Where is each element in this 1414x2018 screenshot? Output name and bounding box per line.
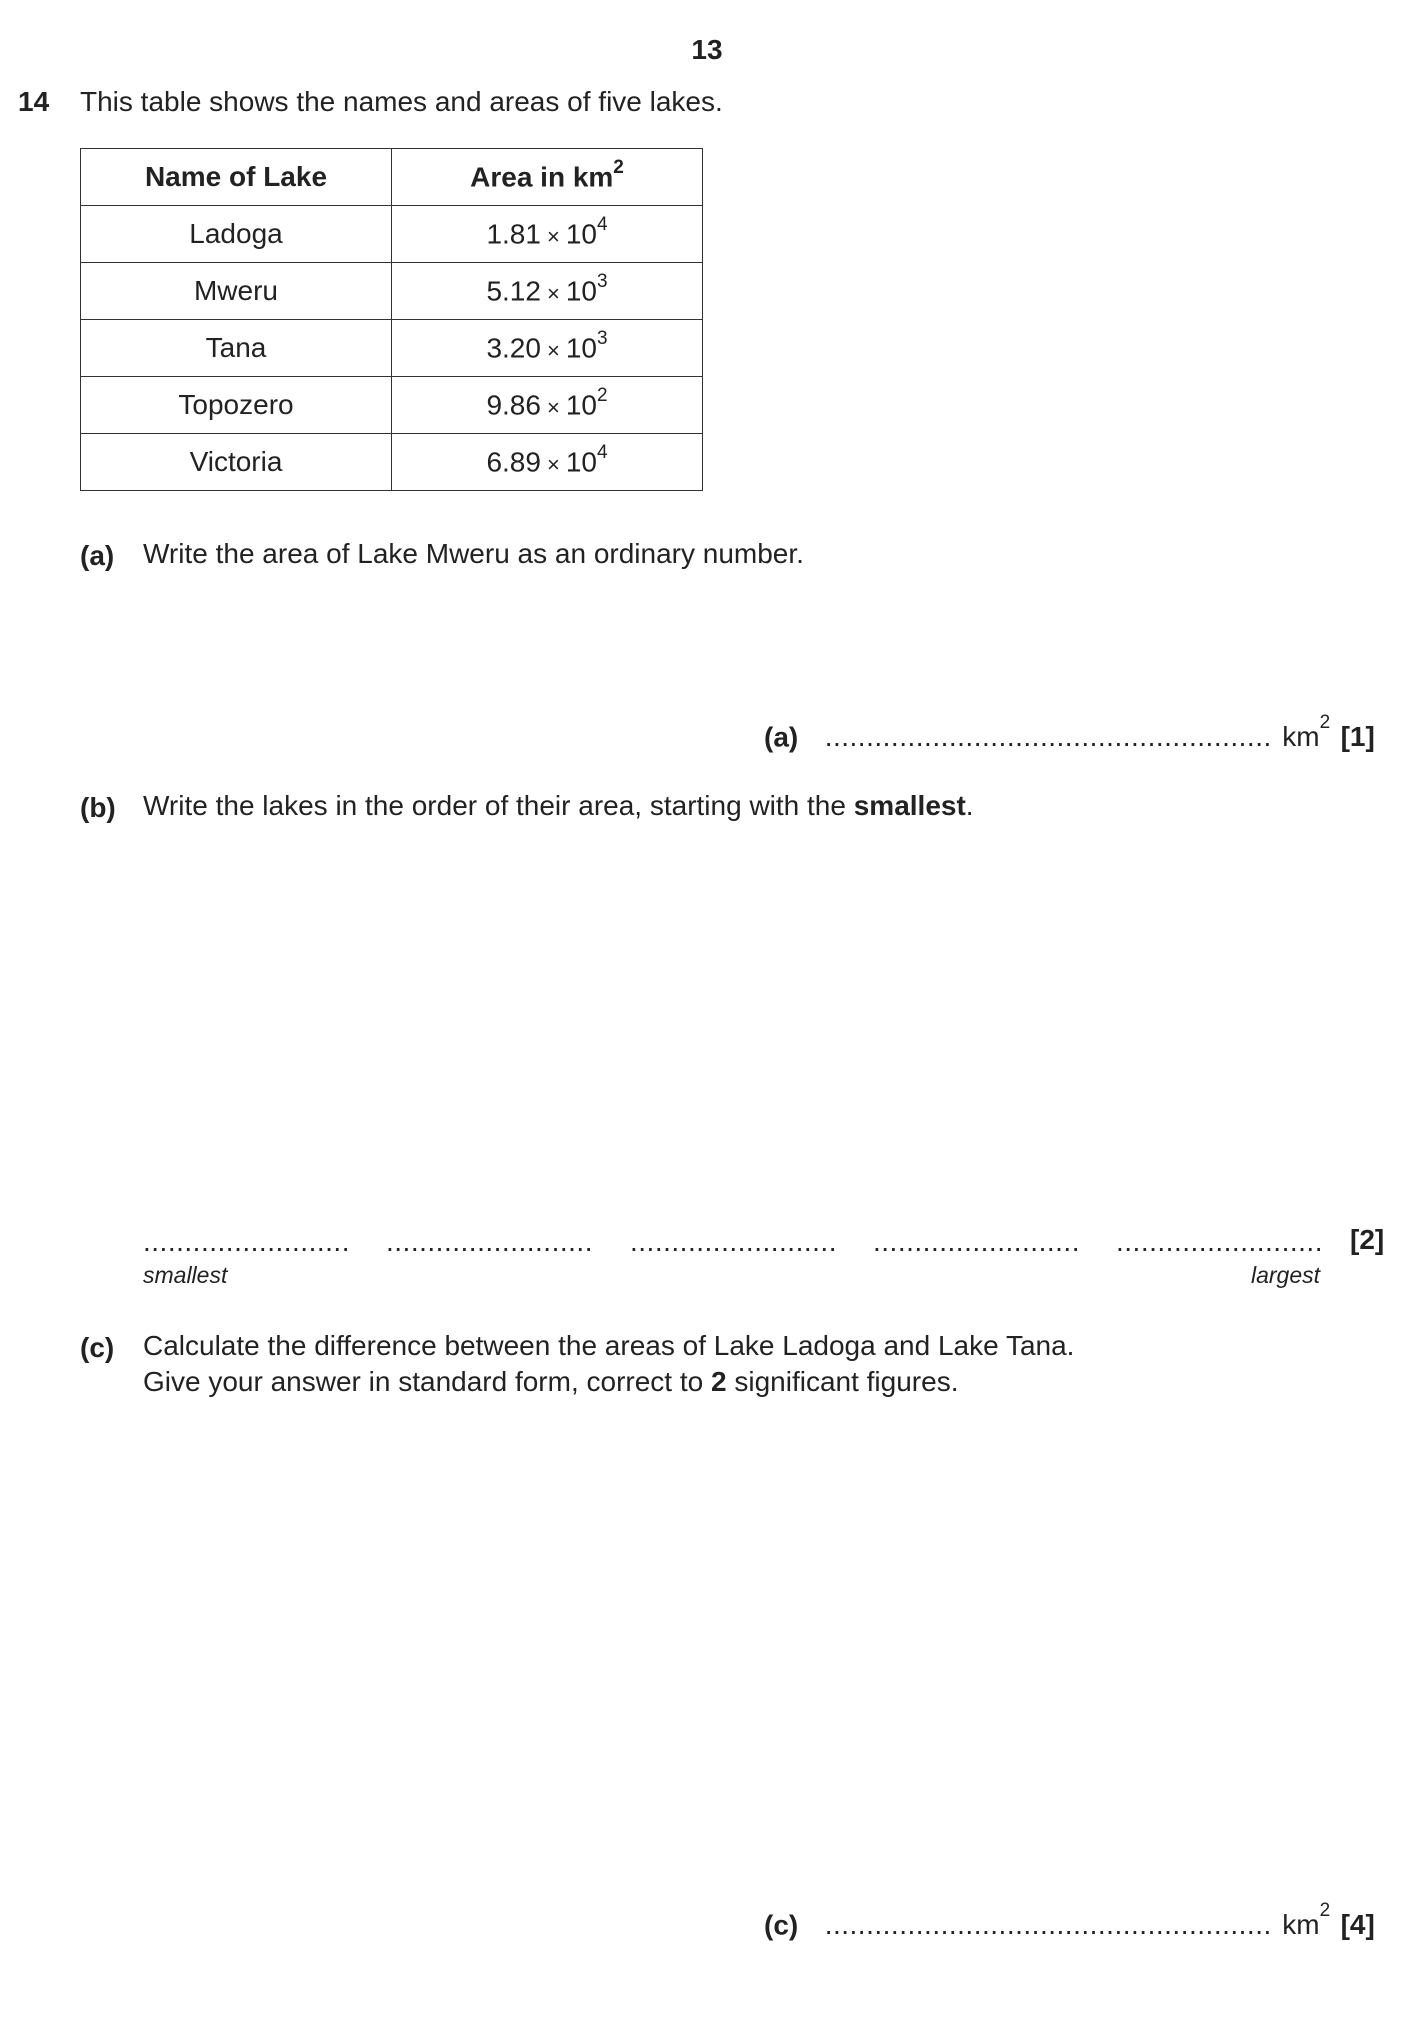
part-c-line-2: Give your answer in standard form, correct to 2 significant figures. xyxy=(143,1366,959,1397)
lake-name: Tana xyxy=(81,320,392,377)
table-header-row xyxy=(81,149,703,206)
part-c-label: (c) xyxy=(80,1332,115,1363)
table-row xyxy=(81,263,703,320)
part-a-label: (a) xyxy=(80,540,115,571)
lake-area: $3.20 \times 10^3$ xyxy=(392,320,703,377)
lake-name: Ladoga xyxy=(81,206,392,263)
part-a-unit: $km^2$ xyxy=(1282,712,1331,753)
part-c-line-1: Calculate the difference between the areas of Lake Ladoga and Lake Tana. xyxy=(143,1330,1075,1361)
lake-name: Victoria xyxy=(81,434,392,491)
lake-area: $9.86 \times 10^2$ xyxy=(392,377,703,434)
part-c-answer-label: (c) xyxy=(764,1909,799,1941)
part-c-answer-line xyxy=(764,1900,1375,1941)
lake-name: Topozero xyxy=(81,377,392,434)
lake-area: $6.89 \times 10^4$ xyxy=(392,434,703,491)
part-a-marks: [1] xyxy=(1340,721,1375,753)
table-row xyxy=(81,434,703,491)
largest-label: largest xyxy=(1251,1262,1321,1288)
table-row xyxy=(81,320,703,377)
page-number: 13 xyxy=(691,34,723,65)
order-slot-2[interactable]: ......................... xyxy=(386,1226,593,1257)
header-area: Area in $km^2$ xyxy=(392,149,703,206)
part-a-answer-dots[interactable]: ...................................................... xyxy=(824,721,1272,753)
smallest-label: smallest xyxy=(143,1262,228,1288)
order-slot-3[interactable]: ......................... xyxy=(630,1226,837,1257)
part-a-answer-label: (a) xyxy=(764,721,799,753)
part-a-answer-line xyxy=(764,712,1375,753)
part-b-text: Write the lakes in the order of their area, starting with the smallest. xyxy=(143,790,974,821)
question-intro: This table shows the names and areas of five lakes. xyxy=(80,86,723,117)
order-slot-1[interactable]: ......................... xyxy=(143,1226,350,1257)
order-slot-5[interactable]: ......................... xyxy=(1116,1226,1323,1257)
part-c-text xyxy=(143,1328,1074,1400)
part-b-label: (b) xyxy=(80,792,116,823)
part-a-text: Write the area of Lake Mweru as an ordinary number. xyxy=(143,538,804,569)
lake-area: $1.81 \times 10^4$ xyxy=(392,206,703,263)
part-c-marks: [4] xyxy=(1340,1909,1375,1941)
part-b-marks: [2] xyxy=(1350,1224,1385,1255)
lakes-table xyxy=(80,148,703,491)
part-c-answer-dots[interactable]: ...................................................... xyxy=(824,1909,1272,1941)
header-name: Name of Lake xyxy=(81,149,392,206)
lake-name: Mweru xyxy=(81,263,392,320)
table-row xyxy=(81,377,703,434)
table-row xyxy=(81,206,703,263)
lake-area: $5.12 \times 10^3$ xyxy=(392,263,703,320)
question-number: 14 xyxy=(18,86,50,117)
part-c-unit: $km^2$ xyxy=(1282,1900,1331,1941)
order-slot-4[interactable]: ......................... xyxy=(873,1226,1080,1257)
